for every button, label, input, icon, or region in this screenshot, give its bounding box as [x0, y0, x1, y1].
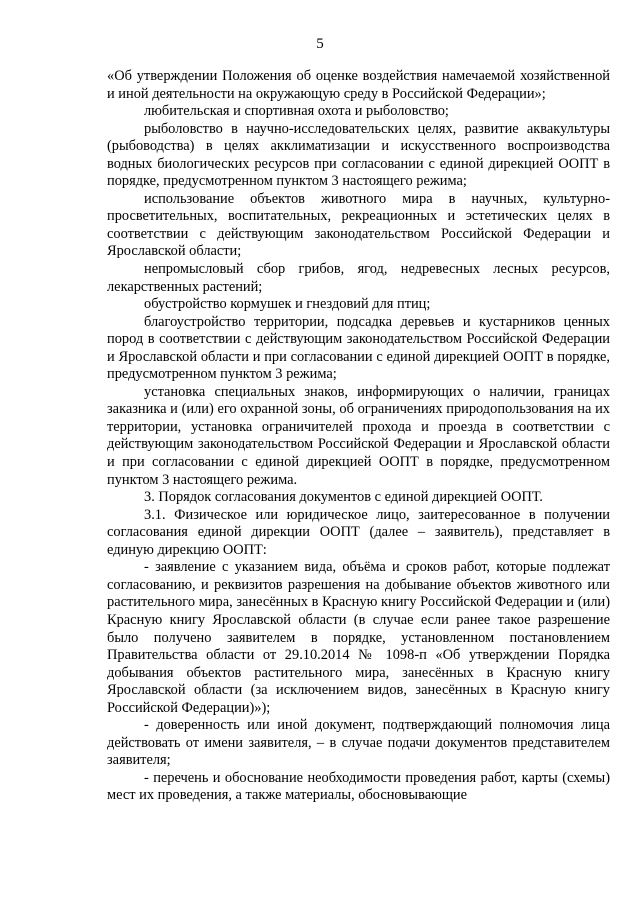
paragraph: использование объектов животного мира в научных, культурно-просветительных, воспитательных, рекреационных и эстетических целях в соответствии с действующим законодательством Российской Федерации и Ярославской области; — [107, 190, 610, 260]
paragraph: рыболовство в научно-исследовательских целях, развитие аквакультуры (рыбоводства) в целях акклиматизации и искусственного воспроизводства водных биологических ресурсов при согласовании с единой дирекцией ООПТ в порядке, предусмотренном пунктом 3 настоящего режима; — [107, 120, 610, 190]
list-item: - доверенность или иной документ, подтверждающий полномочия лица действовать от имени заявителя, – в случае подачи документов представителем заявителя; — [107, 717, 610, 769]
paragraph: любительская и спортивная охота и рыболовство; — [144, 103, 449, 120]
paragraph: 3.1. Физическое или юридическое лицо, заитересованное в получении согласования единой дирекции ООПТ (далее – заявитель), представляет в единую дирекцию ООПТ: — [107, 506, 610, 558]
paragraph: «Об утверждении Положения об оценке воздействия намечаемой хозяйственной и иной деятельности на окружающую среду в Российской Федерации»; — [107, 68, 610, 102]
paragraph: обустройство кормушек и гнездовий для птиц; — [144, 296, 431, 313]
page-number: 5 — [316, 36, 324, 52]
paragraph: непромысловый сбор грибов, ягод, недревесных лесных ресурсов, лекарственных растений; — [107, 261, 610, 295]
list-item: - перечень и обоснование необходимости проведения работ, карты (схемы) мест их проведения, а также материалы, обосновывающие — [107, 769, 610, 804]
document-body — [107, 68, 610, 805]
paragraph: благоустройство территории, подсадка деревьев и кустарников ценных пород в соответствии с действующим законодательством Российской Федерации и Ярославской области и при согласовании с единой дирекцией ООПТ в порядке, предусмотренном пунктом 3 режима; — [107, 313, 610, 383]
list-item: - заявление с указанием вида, объёма и сроков работ, которые подлежат согласованию, и реквизитов разрешения на добывание объектов животного или растительного мира, занесённых в Красную книгу Российской Федерации и (или) Красную книгу Ярославской области (в случае если ранее такое разрешение было получено заявителем в порядке, установленном постановлением Правительства области от 29.10.2014 № 1098-п «Об утверждении Порядка добывания объектов растительного мира, занесённых в Красную книгу Ярославской области (за исключением видов, занесённых в Красную книгу Российской Федерации)»); — [107, 559, 610, 716]
paragraph: установка специальных знаков, информирующих о наличии, границах заказника и (или) его охранной зоны, об ограничениях природопользования на их территории, установка ограничителей прохода и проезда в соответствии с действующим законодательством Российской Федерации и Ярославской области и при согласовании с единой дирекцией ООПТ в порядке, предусмотренном пунктом 3 настоящего режима. — [107, 383, 610, 488]
section-heading: 3. Порядок согласования документов с единой дирекцией ООПТ. — [144, 489, 543, 506]
